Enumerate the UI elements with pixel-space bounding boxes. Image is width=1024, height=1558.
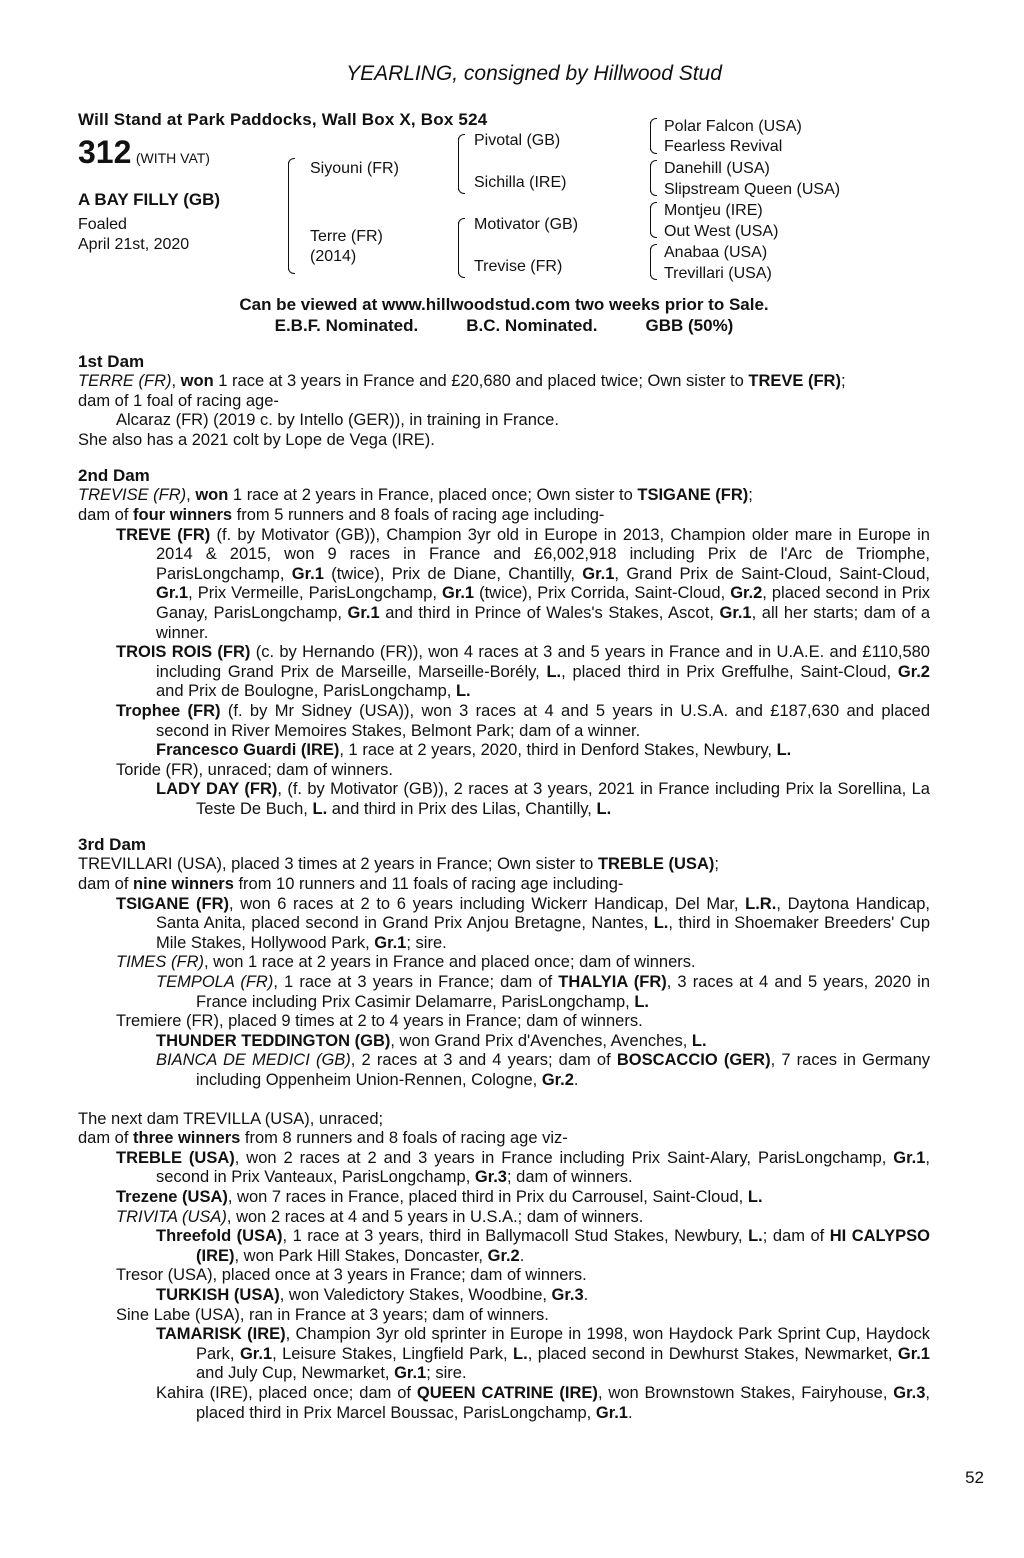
entry-text: , won 1 race at 2 years in France and placed once; dam of winners.: [204, 953, 696, 972]
bold-text: L.R.: [745, 894, 777, 913]
entry-text: , won 6 races at 2 to 6 years including Wickerr Handicap, Del Mar,: [229, 894, 746, 913]
bold-text: Gr.2: [730, 584, 763, 603]
entry-text: Sine Labe (USA), ran in France at 3 years; dam of winners.: [116, 1305, 549, 1324]
entry-text: dam of: [78, 1129, 134, 1148]
bold-text: L.: [691, 1031, 707, 1050]
dam-year: (2014): [310, 248, 357, 265]
pedigree-entry: [78, 895, 930, 954]
bold-text: Gr.1: [347, 603, 380, 622]
page-header: YEARLING, consigned by Hillwood Stud: [346, 62, 722, 85]
bold-text: Gr.1: [394, 1364, 427, 1383]
pedigree-sdd: Slipstream Queen (USA): [664, 181, 841, 198]
entry-text: , second in Prix Vanteaux, ParisLongchamp,: [156, 1148, 930, 1187]
bold-text: LADY DAY (FR): [156, 780, 278, 799]
gbb-note: GBB (50%): [645, 316, 734, 335]
entry-text: ; sire.: [406, 933, 447, 952]
entry-text: , all her starts; dam of a winner.: [156, 603, 930, 642]
bold-text: TURKISH (USA): [156, 1285, 280, 1304]
entry-text: , 1 race at 3 years, third in Ballymacoll Stud Stakes, Newbury,: [282, 1227, 749, 1246]
brace-dam-parents: [458, 222, 459, 274]
pedigree-entry: [78, 953, 930, 973]
entry-text: and Prix de Boulogne, ParisLongchamp,: [156, 682, 456, 701]
pedigree-entry: [78, 1188, 930, 1208]
pedigree-entry: [78, 1208, 930, 1228]
entry-text: Tremiere (FR), placed 9 times at 2 to 4 years in France; dam of winners.: [116, 1012, 643, 1031]
entry-text: (c. by Hernando (FR)), won 4 races at 3 and 5 years in France and in U.A.E. and £110,580 including Grand Prix de Marseille, Marseille-Borély,: [156, 643, 930, 681]
entry-text: (twice), Prix Corrida, Saint-Cloud,: [474, 584, 731, 603]
pedigree-entry: [78, 1306, 930, 1326]
italic-text: TERRE (FR): [78, 372, 172, 390]
entry-text: The next dam TREVILLA (USA), unraced;: [78, 1109, 384, 1128]
dam-dam: Trevise (FR): [474, 258, 563, 275]
pedigree-entry: [78, 1032, 930, 1052]
bold-text: Gr.1: [441, 584, 475, 603]
bold-text: Gr.1: [582, 564, 615, 583]
bold-text: THALYIA (FR): [558, 973, 667, 992]
entry-text: 1 race at 3 years in France and £20,680 and placed twice; Own sister to: [213, 372, 749, 390]
entry-text: ;: [714, 855, 719, 874]
entry-text: Tresor (USA), placed once at 3 years in France; dam of winners.: [116, 1266, 587, 1285]
italic-text: TEMPOLA (FR): [156, 973, 274, 992]
entry-text: , Daytona Handicap, Santa Anita, placed second in Grand Prix Anjou Bretagne, Nantes,: [156, 894, 930, 933]
section-title: 3rd Dam: [78, 835, 147, 855]
entry-text: , 3 races at 4 and 5 years, 2020 in France including Prix Casimir Delamarre, ParisLongchamp,: [196, 973, 930, 1011]
pedigree-entry: [78, 1110, 930, 1130]
entry-text: ; dam of winners.: [506, 1168, 633, 1187]
entry-text: Alcaraz (FR) (2019 c. by Intello (GER)), in training in France.: [116, 411, 559, 430]
bold-text: L.: [634, 992, 650, 1011]
entry-text: , Leisure Stakes, Lingfield Park,: [272, 1344, 514, 1363]
italic-text: TRIVITA (USA): [116, 1207, 227, 1226]
pedigree-sds: Danehill (USA): [664, 160, 770, 177]
bold-text: Gr.3: [474, 1168, 507, 1187]
entry-text: , third in Shoemaker Breeders' Cup Mile Stakes, Hollywood Park,: [156, 914, 930, 952]
entry-text: , (f. by Motivator (GB)), 2 races at 3 years, 2021 in France including Prix la Sorellina, La Teste De Buch,: [196, 780, 930, 818]
pedigree-entry: [78, 1149, 930, 1188]
entry-text: , won Brownstown Stakes, Fairyhouse,: [597, 1383, 894, 1402]
entry-text: , won Valedictory Stakes, Woodbine,: [279, 1285, 552, 1304]
catalogue-page: [78, 62, 930, 1423]
bold-text: L.: [455, 682, 471, 701]
pedigree-ssd: Fearless Revival: [664, 138, 783, 155]
pedigree-entry: [78, 741, 930, 761]
entry-text: , 2 races at 3 and 4 years; dam of: [350, 1051, 617, 1070]
bold-text: TSIGANE (FR): [116, 894, 229, 913]
bold-text: L.: [513, 1344, 528, 1363]
entry-text: , placed second in Dewhurst Stakes, Newmarket,: [527, 1344, 898, 1363]
pedigree-ddd: Trevillari (USA): [664, 265, 772, 282]
pedigree-entry: [78, 411, 930, 431]
bold-text: L.: [748, 1227, 763, 1246]
entry-text: (f. by Mr Sidney (USA)), won 3 races at 4 and 5 years in U.S.A. and £187,630 and placed second in River Memoires Stakes, Belmont Park; dam of a winner.: [156, 701, 930, 740]
bc-nomination: B.C. Nominated.: [466, 316, 598, 335]
entry-text: , won Grand Prix d'Avenches, Avenches,: [390, 1031, 692, 1050]
entry-text: , Grand Prix de Saint-Cloud, Saint-Cloud,: [614, 564, 930, 583]
viewing-note: Can be viewed at www.hillwoodstud.com two weeks prior to Sale.: [239, 295, 769, 314]
brace-g4: [650, 248, 651, 276]
entry-text: dam of 1 foal of racing age-: [78, 391, 279, 410]
bold-text: Gr.3: [893, 1383, 926, 1402]
bold-text: Gr.1: [719, 603, 752, 622]
entry-text: , Prix Vermeille, ParisLongchamp,: [188, 584, 442, 603]
pedigree-entry: [78, 855, 930, 875]
bold-text: Gr.1: [239, 1344, 273, 1363]
pedigree-entry: [78, 643, 930, 702]
bold-text: four winners: [133, 505, 233, 524]
bold-text: L.: [747, 1187, 763, 1206]
bold-text: Gr.1: [595, 1403, 628, 1422]
dam-sire: Motivator (GB): [474, 216, 579, 233]
foaled-date: April 21st, 2020: [78, 236, 190, 253]
bold-text: Francesco Guardi (IRE): [156, 741, 340, 760]
ebf-nomination: E.B.F. Nominated.: [274, 316, 419, 335]
italic-text: TREVISE (FR): [78, 486, 187, 505]
entry-text: ; dam of: [762, 1227, 830, 1246]
bold-text: Gr.1: [156, 584, 189, 603]
entry-text: ;: [840, 372, 846, 390]
bold-text: Trezene (USA): [116, 1187, 228, 1206]
entry-text: from 5 runners and 8 foals of racing age including-: [232, 505, 605, 524]
bold-text: Trophee (FR): [116, 701, 221, 720]
section-gap: [78, 1091, 930, 1110]
brace-sire-dam: [288, 162, 289, 270]
bold-text: TREVE (FR): [748, 372, 841, 390]
entry-text: , 7 races in Germany including Oppenheim Union-Rennen, Cologne,: [196, 1051, 930, 1089]
sire-sire: Pivotal (GB): [474, 132, 561, 149]
stand-location: Will Stand at Park Paddocks, Wall Box X, Box 524: [78, 110, 488, 129]
entry-text: She also has a 2021 colt by Lope de Vega (IRE).: [78, 430, 435, 449]
entry-text: Kahira (IRE), placed once; dam of: [156, 1383, 417, 1402]
entry-text: .: [627, 1403, 633, 1422]
bold-text: won: [180, 372, 214, 390]
entry-text: (f. by Motivator (GB)), Champion 3yr old in Europe in 2013, Champion older mare in Europe in 2014 & 2015, won 9 races in France and £6,002,918 including Prix de l'Arc de Triomphe, ParisLongchamp,: [156, 525, 930, 583]
entry-text: , 1 race at 2 years, 2020, third in Denford Stakes, Newbury,: [339, 741, 777, 760]
bold-text: L.: [312, 799, 328, 818]
pedigree-entry: [78, 1286, 930, 1306]
bold-text: Threefold (USA): [156, 1227, 283, 1246]
entry-text: dam of: [78, 505, 134, 524]
bold-text: nine winners: [133, 875, 234, 894]
bold-text: three winners: [133, 1129, 241, 1148]
entry-text: , won 2 races at 2 and 3 years in France including Prix Saint-Alary, ParisLongchamp,: [234, 1148, 894, 1167]
brace-g3: [650, 206, 651, 234]
pedigree-entry: [78, 1051, 930, 1090]
entry-text: and July Cup, Newmarket,: [196, 1364, 395, 1383]
bold-text: TREVE (FR): [116, 525, 211, 544]
entry-text: ,: [186, 486, 196, 505]
pedigree-entry: [78, 1227, 930, 1266]
lot-description: A BAY FILLY (GB): [78, 190, 221, 209]
pedigree-entry: [78, 1129, 930, 1149]
bold-text: L.: [546, 662, 562, 681]
pedigree-entry: [78, 875, 930, 895]
pedigree-entry: [78, 1325, 930, 1384]
bold-text: won: [195, 486, 229, 505]
page-number: 52: [965, 1468, 984, 1487]
bold-text: Gr.1: [374, 933, 407, 952]
pedigree-entry: [78, 372, 930, 392]
entry-text: dam of: [78, 875, 134, 894]
entry-text: , placed third in Prix Greffulhe, Saint-Cloud,: [561, 662, 898, 681]
bold-text: TAMARISK (IRE): [156, 1325, 286, 1344]
dam-sections: [78, 352, 930, 1423]
entry-text: , 1 race at 3 years in France; dam of: [273, 973, 559, 992]
bold-text: TSIGANE (FR): [637, 486, 749, 505]
bold-text: Gr.2: [487, 1246, 520, 1265]
italic-text: BIANCA DE MEDICI (GB): [156, 1051, 351, 1070]
pedigree-entry: [78, 973, 930, 1012]
pedigree-entry: [78, 761, 930, 781]
section-title: 2nd Dam: [78, 466, 150, 486]
bold-text: TREBLE (USA): [116, 1148, 235, 1167]
entry-text: , placed third in Prix Marcel Boussac, ParisLongchamp,: [196, 1383, 930, 1422]
bold-text: L.: [776, 741, 792, 760]
bold-text: Gr.1: [897, 1344, 930, 1363]
pedigree-dds: Anabaa (USA): [664, 244, 768, 261]
pedigree-entry: [78, 702, 930, 741]
entry-text: ; sire.: [426, 1364, 467, 1383]
bold-text: Gr.2: [541, 1071, 574, 1089]
pedigree-entry: [78, 392, 930, 412]
bold-text: Gr.3: [551, 1285, 584, 1304]
entry-text: (twice), Prix de Diane, Chantilly,: [323, 564, 583, 583]
entry-text: and third in Prince of Wales's Stakes, Ascot,: [379, 603, 720, 622]
brace-sire-parents: [458, 138, 459, 190]
dam: Terre (FR): [310, 228, 383, 245]
entry-text: , placed second in Prix Ganay, ParisLongchamp,: [156, 584, 930, 622]
pedigree-entry: [78, 506, 930, 526]
pedigree-entry: [78, 431, 930, 451]
entry-text: , won 7 races in France, placed third in Prix du Carrousel, Saint-Cloud,: [227, 1187, 748, 1206]
entry-text: , won 2 races at 4 and 5 years in U.S.A.; dam of winners.: [226, 1207, 644, 1226]
pedigree-entry: [78, 486, 930, 506]
entry-text: ;: [748, 486, 753, 505]
bold-text: Gr.1: [893, 1148, 926, 1167]
section-title: 1st Dam: [78, 352, 145, 371]
pedigree-entry: [78, 526, 930, 644]
entry-text: .: [583, 1285, 589, 1304]
bold-text: BOSCACCIO (GER): [616, 1051, 771, 1070]
bold-text: TREBLE (USA): [597, 855, 715, 874]
entry-text: 1 race at 2 years in France, placed once; Own sister to: [228, 486, 638, 505]
pedigree-dsd: Out West (USA): [664, 223, 779, 240]
pedigree-entry: [78, 1012, 930, 1032]
vat-label: (WITH VAT): [135, 150, 210, 166]
entry-text: from 8 runners and 8 foals of racing age viz-: [240, 1129, 568, 1148]
bold-text: L.: [653, 914, 669, 933]
brace-g2: [650, 164, 651, 192]
entry-text: ,: [171, 372, 181, 390]
entry-text: TREVILLARI (USA), placed 3 times at 2 years in France; Own sister to: [78, 855, 598, 874]
pedigree-sss: Polar Falcon (USA): [664, 118, 802, 135]
sire: Siyouni (FR): [310, 160, 399, 177]
foaled-label: Foaled: [78, 216, 127, 233]
bold-text: HI CALYPSO (IRE): [196, 1227, 930, 1265]
pedigree-entry: [78, 1384, 930, 1423]
lot-number: 312: [78, 134, 132, 170]
bold-text: QUEEN CATRINE (IRE): [416, 1383, 598, 1402]
pedigree-entry: [78, 1266, 930, 1286]
entry-text: , Champion 3yr old sprinter in Europe in 1998, won Haydock Park Sprint Cup, Haydock Park,: [196, 1325, 930, 1363]
brace-g1: [650, 122, 651, 150]
bold-text: THUNDER TEDDINGTON (GB): [156, 1031, 391, 1050]
bold-text: Gr.2: [897, 662, 930, 681]
sale-notes: [78, 294, 930, 336]
bold-text: Gr.1: [291, 564, 324, 583]
entry-text: .: [573, 1071, 579, 1089]
entry-text: , won Park Hill Stakes, Doncaster,: [234, 1246, 488, 1265]
bold-text: L.: [596, 799, 612, 818]
pedigree-entry: [78, 780, 930, 819]
entry-text: and third in Prix des Lilas, Chantilly,: [327, 799, 597, 818]
pedigree-dss: Montjeu (IRE): [664, 202, 763, 219]
sire-dam: Sichilla (IRE): [474, 174, 567, 191]
italic-text: TIMES (FR): [116, 953, 204, 972]
entry-text: Toride (FR), unraced; dam of winners.: [116, 760, 393, 779]
entry-text: from 10 runners and 11 foals of racing age including-: [233, 875, 624, 894]
bold-text: TROIS ROIS (FR): [116, 643, 251, 662]
entry-text: .: [519, 1246, 525, 1265]
